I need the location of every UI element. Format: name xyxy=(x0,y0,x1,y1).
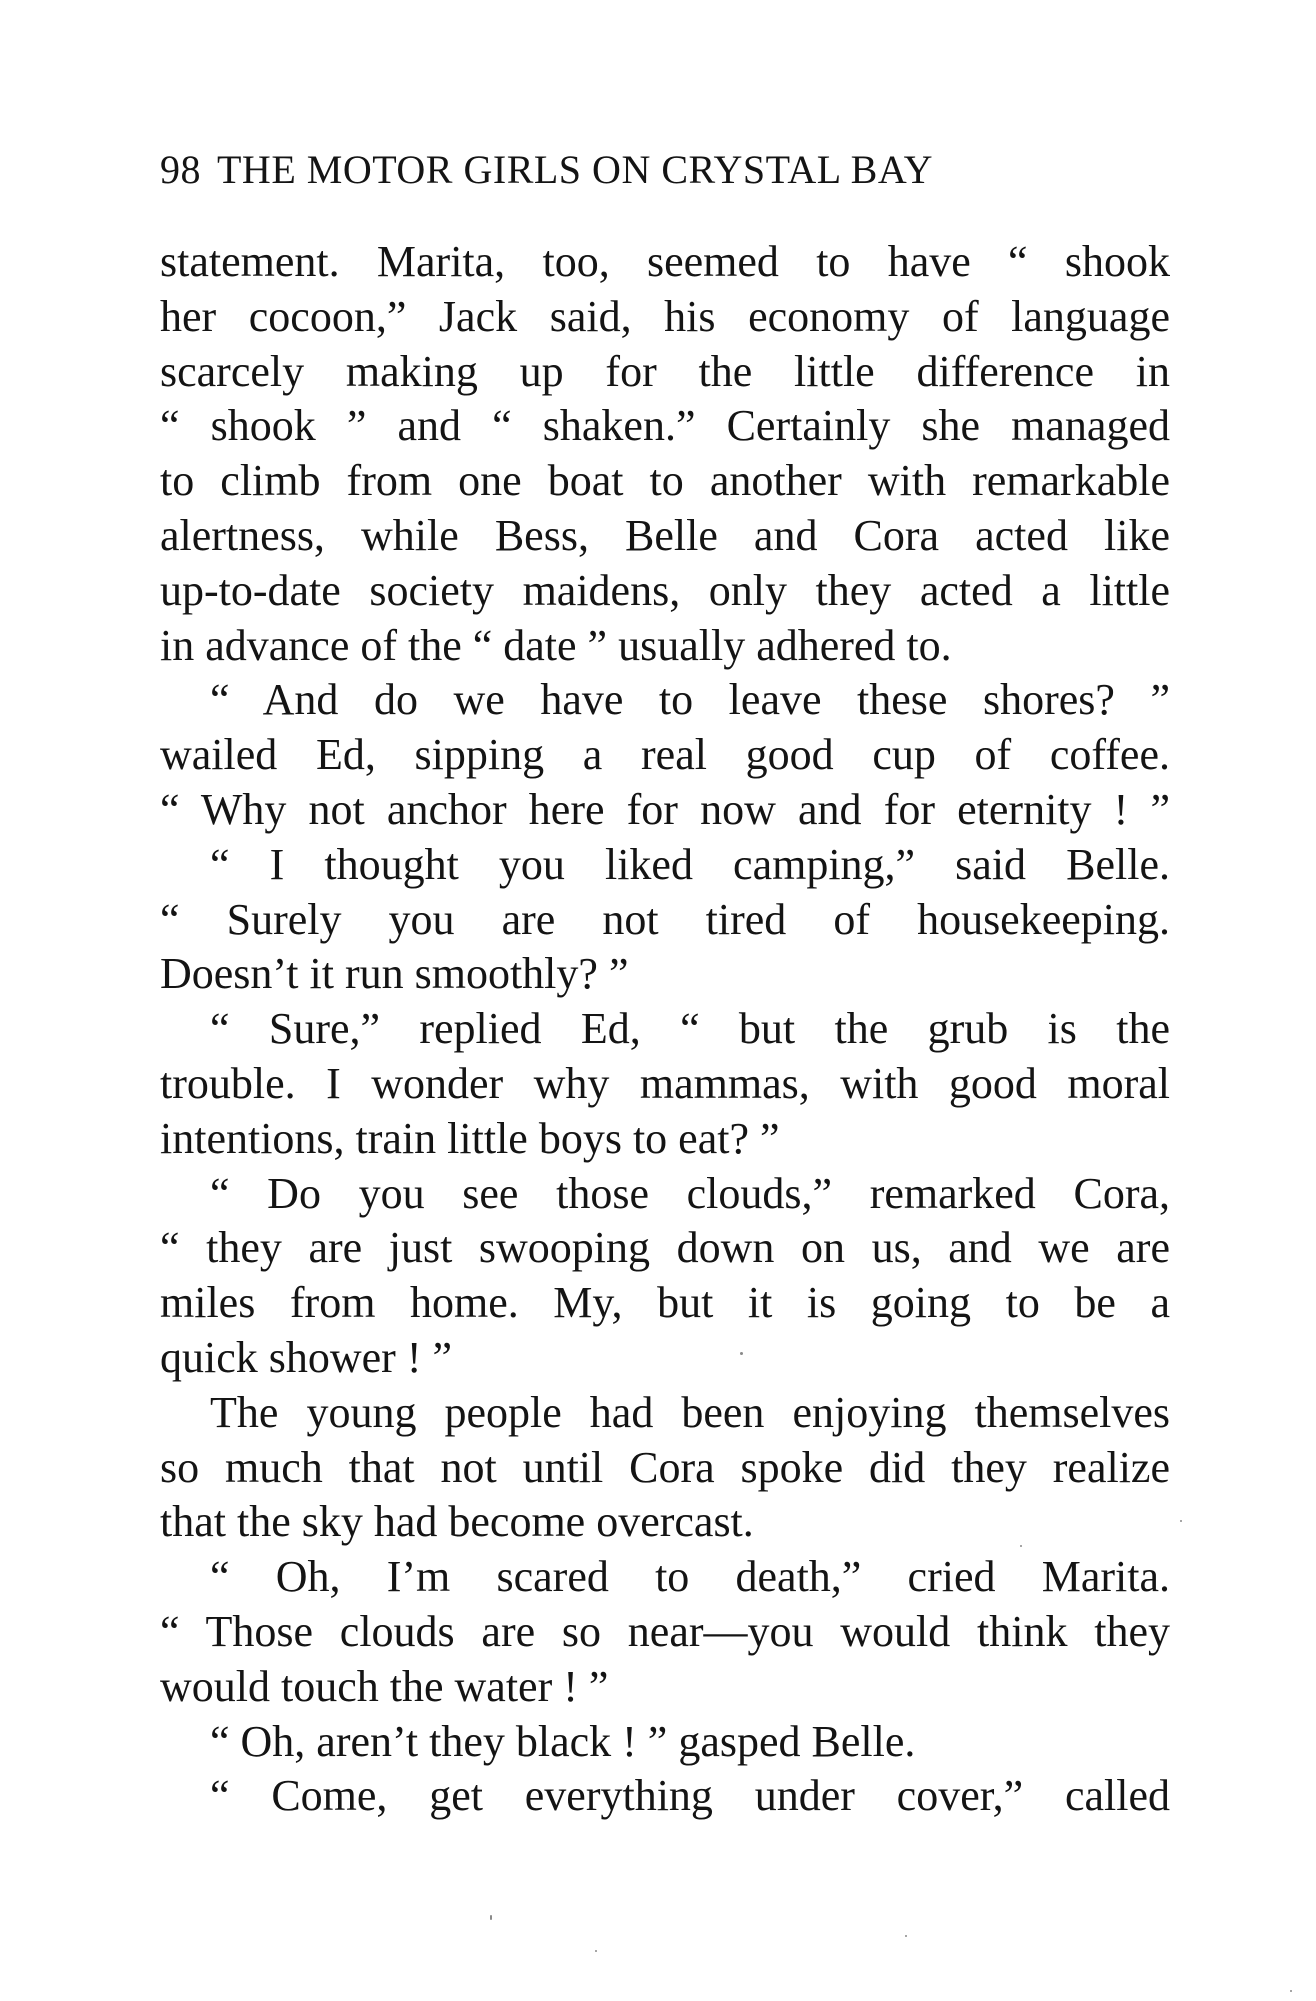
text-line: wailed Ed, sipping a real good cup of coffee. xyxy=(160,730,1170,780)
text-line: scarcely making up for the little difference in xyxy=(160,346,1170,396)
text-line: to climb from one boat to another with remarkable xyxy=(160,456,1170,506)
running-header xyxy=(160,145,1170,195)
text-line: “ And do we have to leave these shores? ” xyxy=(210,675,1170,725)
scan-speck xyxy=(490,1915,492,1920)
scan-speck xyxy=(1180,1520,1182,1522)
text-line: her cocoon,” Jack said, his economy of language xyxy=(160,291,1170,341)
text-line: intentions, train little boys to eat? ” xyxy=(160,1113,780,1163)
text-line: “ I thought you liked camping,” said Belle. xyxy=(210,839,1170,889)
text-line: statement. Marita, too, seemed to have “ shook xyxy=(160,237,1170,286)
text-line: “ shook ” and “ shaken.” Certainly she managed xyxy=(160,401,1170,451)
scan-speck xyxy=(740,1352,743,1355)
text-line: “ Come, get everything under cover,” called xyxy=(210,1771,1170,1821)
text-line: in advance of the “ date ” usually adhered to. xyxy=(160,620,952,670)
text-line: “ Oh, aren’t they black ! ” gasped Belle. xyxy=(210,1716,916,1766)
text-line: up-to-date society maidens, only they acted a little xyxy=(160,565,1170,615)
scan-speck xyxy=(1020,1545,1022,1547)
text-line: quick shower ! ” xyxy=(160,1332,453,1382)
text-line: so much that not until Cora spoke did they realize xyxy=(160,1442,1170,1492)
scan-speck xyxy=(905,1935,907,1937)
scan-speck xyxy=(595,1950,597,1952)
text-line: “ Those clouds are so near—you would think they xyxy=(160,1606,1170,1656)
text-line: that the sky had become overcast. xyxy=(160,1497,754,1547)
text-line: “ Oh, I’m scared to death,” cried Marita. xyxy=(210,1552,1170,1602)
text-line: miles from home. My, but it is going to be a xyxy=(160,1278,1170,1328)
text-line: “ Sure,” replied Ed, “ but the grub is the xyxy=(210,1004,1170,1054)
text-line: Doesn’t it run smoothly? ” xyxy=(160,949,629,999)
page-body-text xyxy=(160,235,1170,1824)
text-line: alertness, while Bess, Belle and Cora acted like xyxy=(160,510,1170,560)
text-line: “ they are just swooping down on us, and we are xyxy=(160,1223,1170,1273)
page-number: 98 xyxy=(160,147,201,192)
text-line: “ Why not anchor here for now and for eternity ! ” xyxy=(160,784,1170,834)
text-line: “ Surely you are not tired of housekeeping. xyxy=(160,894,1170,944)
text-line: The young people had been enjoying themselves xyxy=(210,1387,1170,1437)
text-line: “ Do you see those clouds,” remarked Cora, xyxy=(210,1168,1170,1218)
text-line: would touch the water ! ” xyxy=(160,1661,609,1711)
text-line: trouble. I wonder why mammas, with good moral xyxy=(160,1058,1170,1108)
running-title: THE MOTOR GIRLS ON CRYSTAL BAY xyxy=(217,147,933,192)
scan-speck xyxy=(1290,1990,1292,1992)
